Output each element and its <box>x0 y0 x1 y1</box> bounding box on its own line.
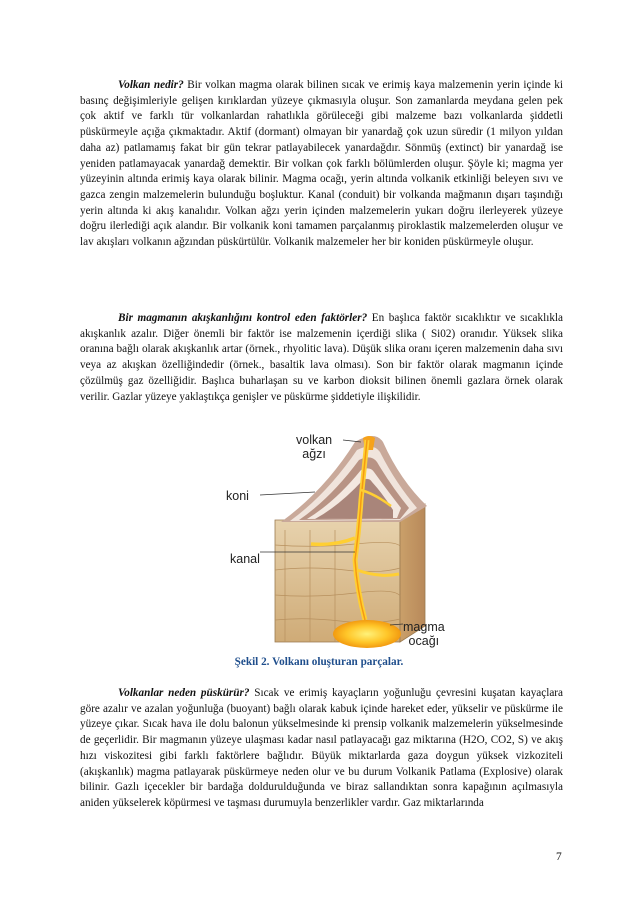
conduit-label: kanal <box>230 552 260 566</box>
paragraph-body: Sıcak ve erimiş kayaçların yoğunluğu çevresini kuşatan kayaçlara göre azalır ve azalan yoğunluğa (buoyant) bağlı olarak kabuk içinde hareket eder, yükselir ve püskürme ile yüzeye çıkar. Sıcak hava ile dolu balonun yükselmesinde ki prensip volkanik malzemelerin yükselmesinde de geçerlidir. Bir magmanın yüzeye ulaşması kadar nasıl patlayacağı gaz miktarına (H2O, CO2, S) ve akış hızı viskozitesi gibi farklı faktörlere bağlıdır. Büyük miktarlarda gaza doygun yüksek vizkoziteli (akışkanlık) magma patlayarak püskürmeye neden olur ve bu durum Volkanik Patlama (Explosive) olarak bilinir. Gazlı içecekler bir bardağa doldurulduğunda ve biraz sallandıktan sonra kapağının açılmasıyla aniden yükselerek köpürmesi ve taşması durumuyla benzerlikler vardır. Gaz miktarlarında <box>80 687 563 809</box>
paragraph-heading: Volkanlar neden püskürür? <box>118 687 250 699</box>
paragraph-what-is-volcano <box>80 78 563 251</box>
paragraph-heading: Volkan nedir? <box>118 79 184 91</box>
paragraph-body: Bir volkan magma olarak bilinen sıcak ve erimiş kaya malzemenin yerin içinde ki basınç değişimleriyle gelişen kırıklardan yüzeye çıkmasıyla oluşur. Son zamanlarda meydana gelen pek çok aktif ve farklı tür volkanlardan rahatlıkla görüleceği gibi malzeme bazı volkanlarda şiddetli püskürmeyle açığa çıkmaktadır. Aktif (dormant) olmayan bir yanardağ çok uzun süredir (1 milyon yıldan daha az) patlamamış fakat bir gün tekrar patlayabilecek yanardağdır. Sönmüş (extinct) bir yanardağ ise yeniden patlamayacak yanardağ demektir. Bir volkan çok farklı bölümlerden oluşur. Şöyle ki; magma yer yüzeyinin altında erimiş kaya olarak bilinir. Magma ocağı, yerin altında volkanik etkinliği beleyen sıvı ve gazca zengin malzemelerin bulunduğu boşluktur. Kanal (conduit) bir volkanda mağmanın dışarı taşındığı yerin altında ki akış kanalıdır. Volkan ağzı yerin içinden malzemelerin yukarı doğru ilerleyerek yüzeye doğru ilerlediği açık alandır. Bir volkanik koni tamamen parçalanmış piroklastik malzemelerden oluşur ve lav akışları volkanın ağzından püskürtülür. Volkanik malzemeler her bir koniden püskürmeyle oluşur. <box>80 79 563 249</box>
page-number: 7 <box>556 851 562 863</box>
paragraph-body: En başlıca faktör sıcaklıktır ve sıcaklıkla akışkanlık azalır. Diğer önemli bir faktör ise malzemenin içerdiği slika ( Si02) oranıdır. Yüksek slika oranına bağlı olarak akışkanlık artar (örnek., rhyolitic lava). Düşük slika oranı içeren malzemenin daha sıvı veya az akışkan özelliğindedir (örnek., basaltik lava olması). Son bir faktör olarak magmanın içinde çözülmüş gaz özelliğidir. Başlıca buharlaşan su ve karbon dioksit bilinen önemli gazlara örnek olarak verilir. Gazlar yüzeye yaklaştıkça genişler ve püskürme şiddetiyle ilişkilidir. <box>80 312 564 403</box>
paragraph-heading: Bir magmanın akışkanlığını kontrol eden faktörler? <box>118 312 368 324</box>
vent-label: volkan ağzı <box>296 433 333 461</box>
paragraph-why-erupt <box>80 686 563 812</box>
paragraph-magma-fluidity <box>80 311 563 405</box>
figure-caption: Şekil 2. Volkanı oluşturan parçalar. <box>234 656 404 668</box>
magma-chamber-label: magma ocağı <box>403 620 445 648</box>
cone-label: koni <box>226 489 249 503</box>
volcano-diagram <box>215 420 455 652</box>
